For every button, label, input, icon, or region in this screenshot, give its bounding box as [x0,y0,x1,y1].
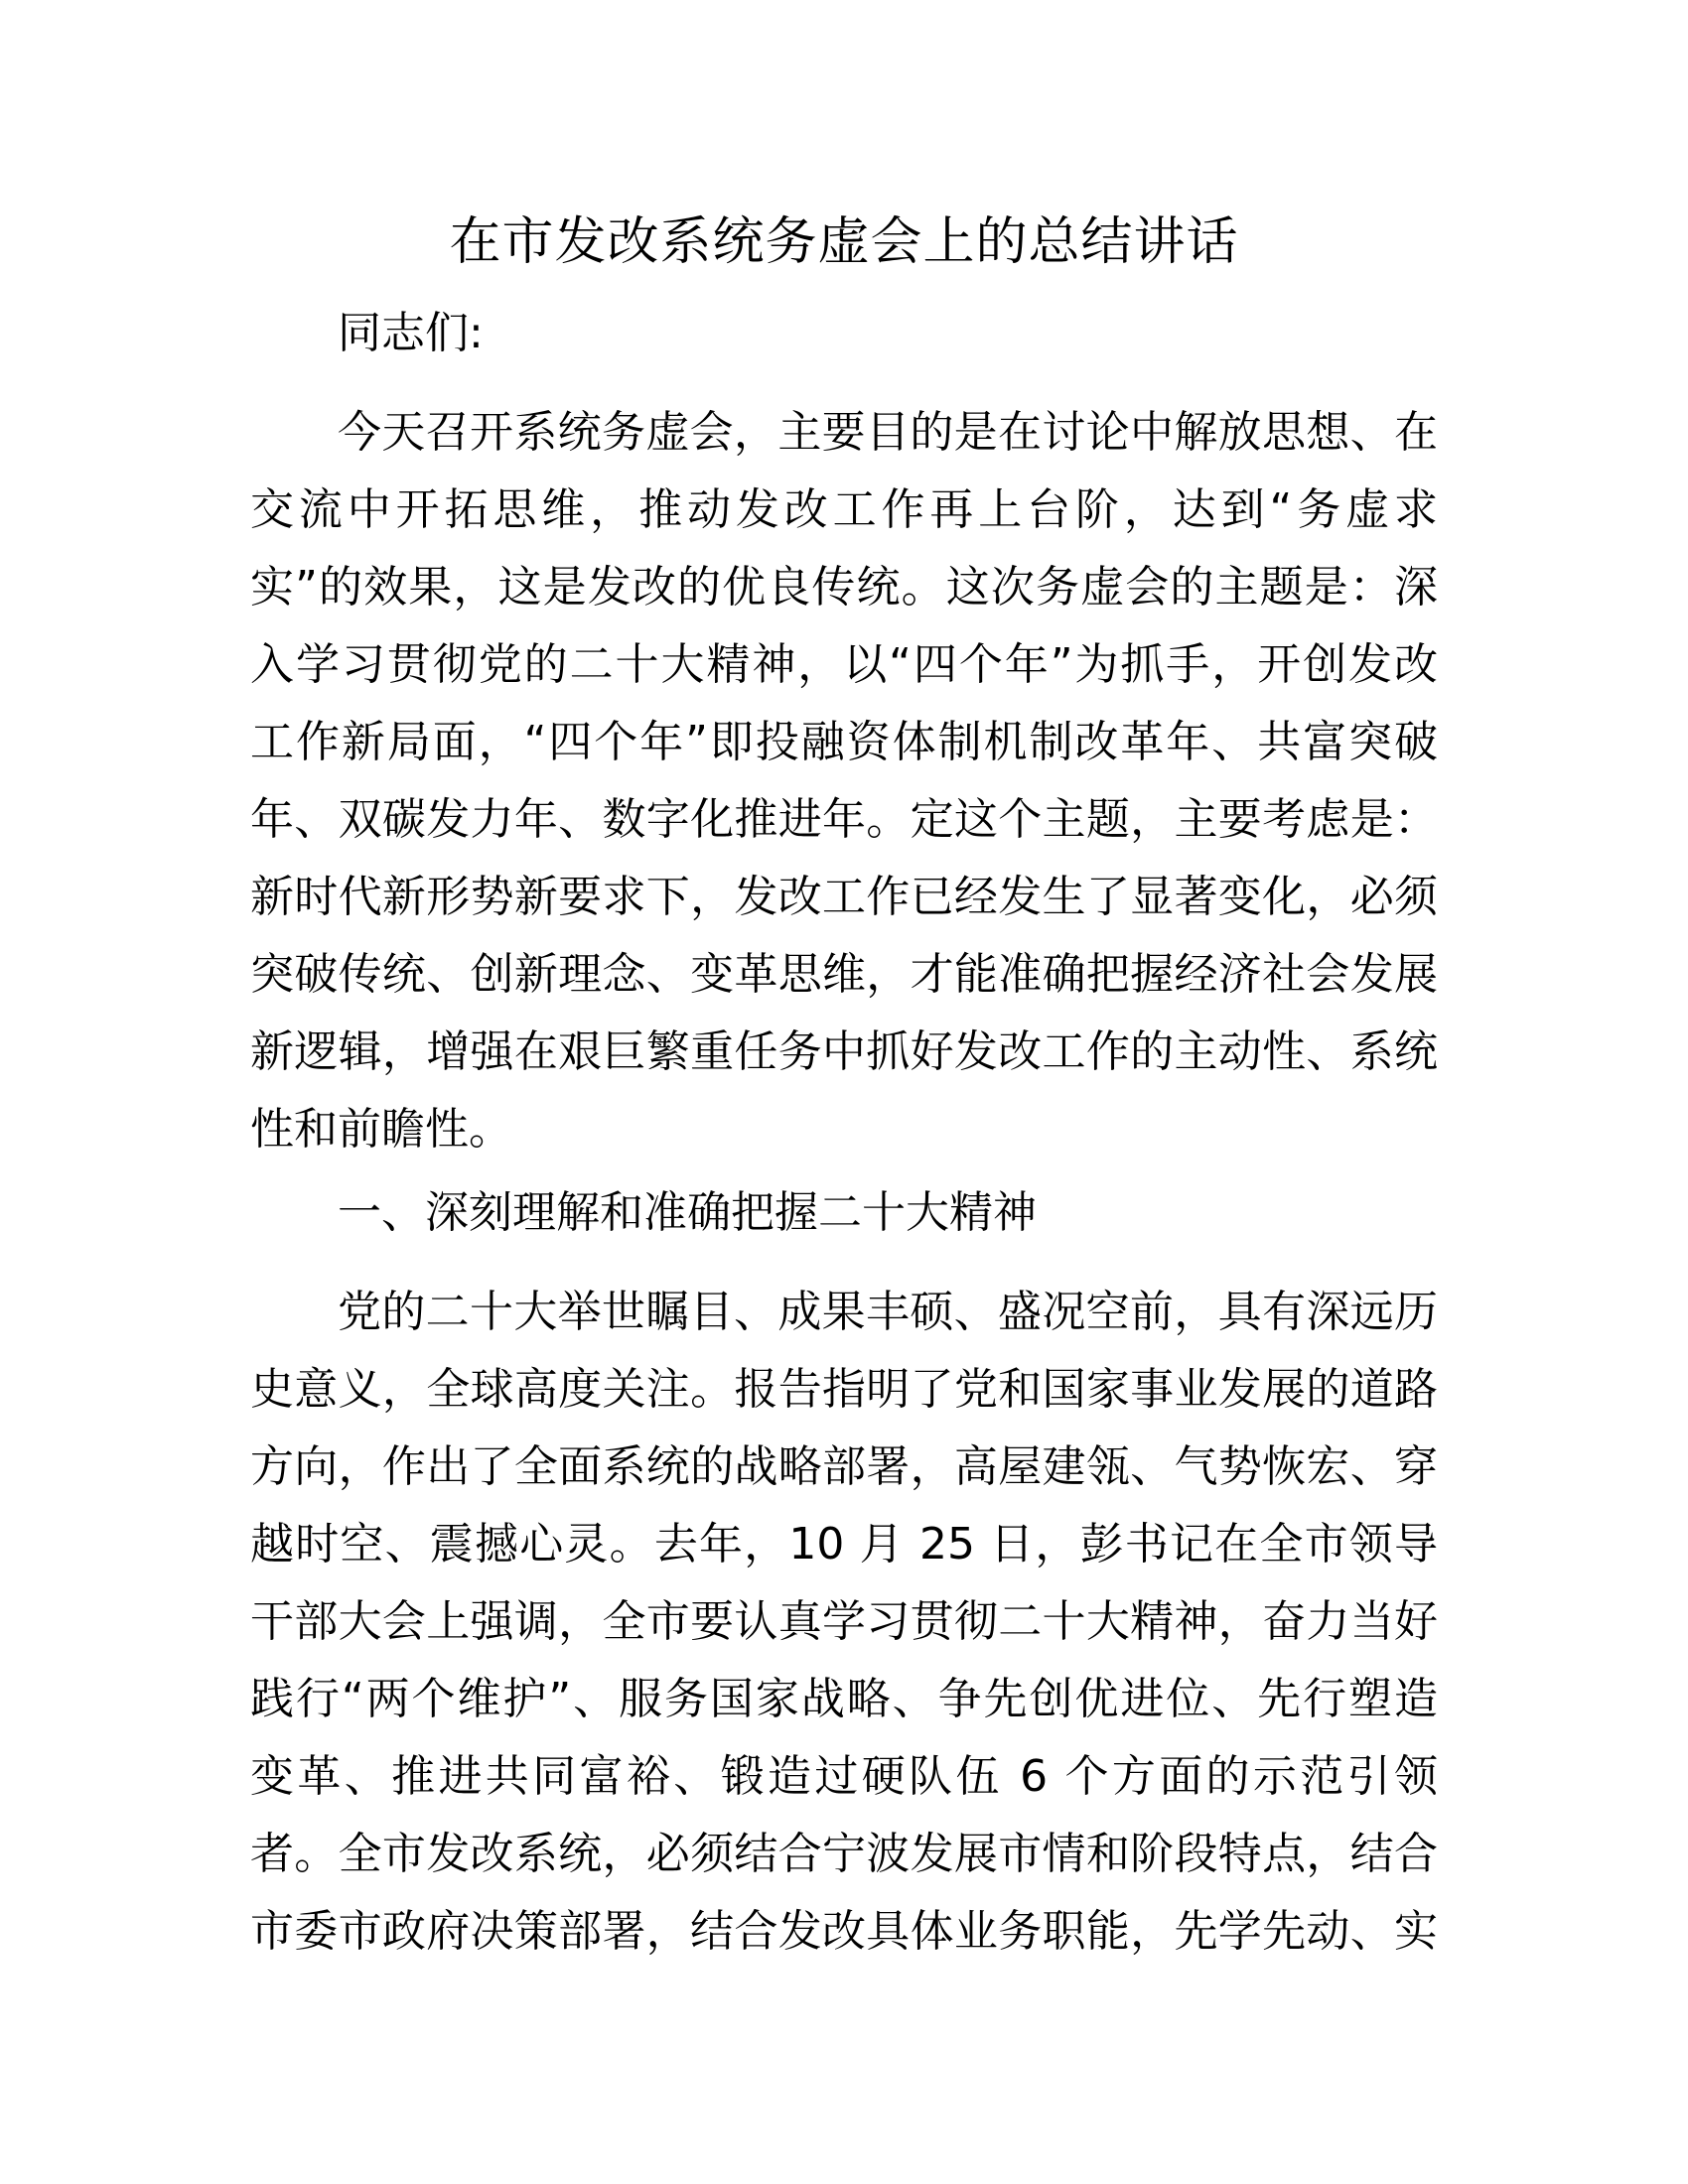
paragraph-line: 入学习贯彻党的二十大精神，以“四个年”为抓手，开创发改 [250,639,1438,690]
paragraph-line: 践行“两个维护”、服务国家战略、争先创优进位、先行塑造 [250,1674,1438,1724]
document-title: 在市发改系统务虚会上的总结讲话 [449,212,1239,272]
paragraph-line: 市委市政府决策部署，结合发改具体业务职能，先学先动、实 [250,1906,1438,1957]
paragraph-line: 变革、推进共同富裕、锻造过硬队伍 6 个方面的示范引领 [250,1751,1438,1802]
paragraph-line: 新时代新形势新要求下，发改工作已经发生了显著变化，必须 [250,872,1438,922]
paragraph-line: 交流中开拓思维，推动发改工作再上台阶，达到“务虚求 [250,484,1438,535]
paragraph-line: 突破传统、创新理念、变革思维，才能准确把握经济社会发展 [250,949,1438,1000]
paragraph-line: 工作新局面，“四个年”即投融资体制机制改革年、共富突破 [250,717,1438,767]
paragraph-line: 新逻辑，增强在艰巨繁重任务中抓好发改工作的主动性、系统 [250,1026,1438,1077]
section-heading: 一、深刻理解和准确把握二十大精神 [338,1187,1037,1238]
paragraph-line: 干部大会上强调，全市要认真学习贯彻二十大精神，奋力当好 [250,1596,1438,1647]
paragraph-line: 年、双碳发力年、数字化推进年。定这个主题，主要考虑是： [250,794,1438,845]
greeting: 同志们: [338,308,484,358]
paragraph-line: 实”的效果，这是发改的优良传统。这次务虚会的主题是：深 [250,562,1438,613]
paragraph-line: 越时空、震撼心灵。去年，10 月 25 日，彭书记在全市领导 [250,1519,1438,1570]
paragraph-line: 今天召开系统务虚会，主要目的是在讨论中解放思想、在 [338,407,1438,458]
paragraph-line: 党的二十大举世瞩目、成果丰硕、盛况空前，具有深远历 [338,1287,1438,1337]
paragraph-line: 性和前瞻性。 [250,1104,512,1155]
paragraph-line: 方向，作出了全面系统的战略部署，高屋建瓴、气势恢宏、穿 [250,1441,1438,1492]
paragraph-line: 者。全市发改系统，必须结合宁波发展市情和阶段特点，结合 [250,1829,1438,1879]
paragraph-line: 史意义，全球高度关注。报告指明了党和国家事业发展的道路 [250,1364,1438,1415]
